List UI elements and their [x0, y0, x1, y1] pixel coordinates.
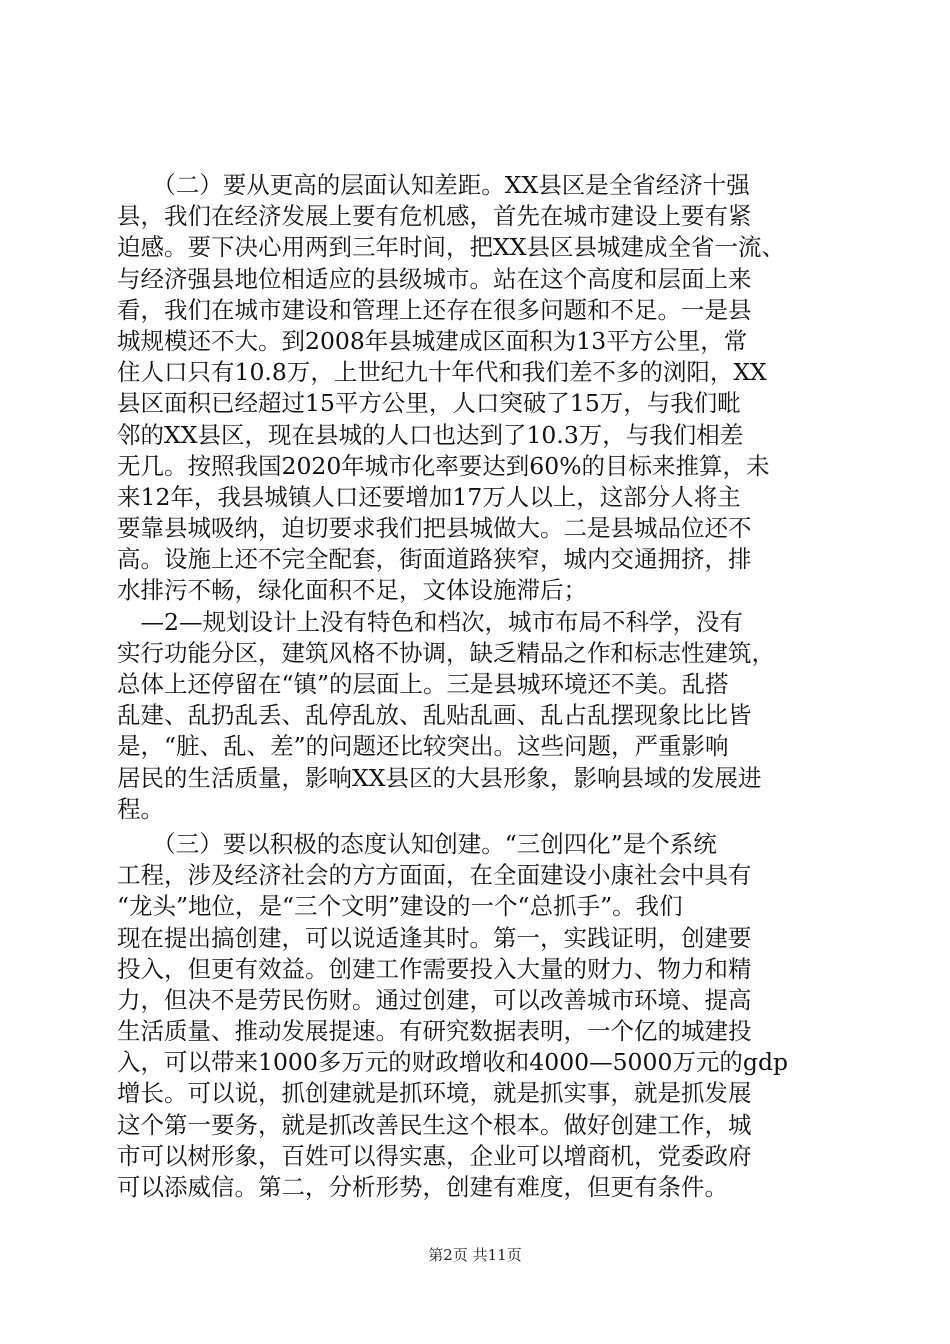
text-line: 要靠县城吸纳，迫切要求我们把县城做大。二是县城品位还不 — [117, 514, 752, 543]
text-line: 总体上还停留在“镇”的层面上。三是县城环境还不美。乱搭 — [117, 670, 729, 698]
text-line: 高。设施上还不完全配套，街面道路狭窄，城内交通拥挤，排 — [117, 545, 752, 574]
text-line: 邻的XX县区，现在县城的人口也达到了10.3万，与我们相差 — [117, 420, 744, 449]
text-line: 县，我们在经济发展上要有危机感，首先在城市建设上要有紧 — [117, 202, 752, 231]
text-line: 投入，但更有效益。创建工作需要投入大量的财力、物力和精 — [117, 954, 752, 983]
text-line: 实行功能分区，建筑风格不协调，缺乏精品之作和标志性建筑， — [117, 638, 775, 667]
text-line: 住人口只有10.8万，上世纪九十年代和我们差不多的浏阳，XX — [117, 358, 767, 387]
text-line: 居民的生活质量，影响XX县区的大县形象，影响县域的发展进 — [117, 763, 762, 792]
text-line: 工程，涉及经济社会的方方面面，在全面建设小康社会中具有 — [117, 861, 752, 890]
text-line: 程。 — [117, 794, 164, 823]
text-line: 可以添威信。第二，分析形势，创建有难度，但更有条件。 — [117, 1173, 728, 1201]
text-line: 看，我们在城市建设和管理上还存在很多问题和不足。一是县 — [117, 295, 752, 324]
text-line: 水排污不畅，绿化面积不足，文体设施滞后； — [117, 576, 587, 605]
text-line: 力，但决不是劳民伤财。通过创建，可以改善城市环境、提高 — [117, 985, 752, 1014]
text-line: 增长。可以说，抓创建就是抓环境，就是抓实事，就是抓发展 — [117, 1079, 752, 1108]
text-line: 生活质量、推动发展提速。有研究数据表明，一个亿的城建投 — [117, 1017, 752, 1046]
text-line: 来12年，我县城镇人口还要增加17万人以上，这部分人将主 — [117, 482, 741, 511]
text-line: 迫感。要下决心用两到三年时间，把XX县区县城建成全省一流、 — [117, 233, 785, 262]
text-line: 乱建、乱扔乱丢、乱停乱放、乱贴乱画、乱占乱摆现象比比皆 — [117, 701, 752, 730]
text-line: “龙头”地位，是“三个文明”建设的一个“总抓手”。我们 — [117, 892, 683, 921]
text-line: 市可以树形象，百姓可以得实惠，企业可以增商机，党委政府 — [117, 1141, 752, 1170]
text-line: 无几。按照我国2020年城市化率要达到60%的目标来推算，未 — [117, 451, 770, 480]
text-line: 是，“脏、乱、差”的问题还比较突出。这些问题，严重影响 — [117, 732, 729, 761]
text-line: 县区面积已经超过15平方公里，人口突破了15万，与我们毗 — [117, 389, 741, 418]
text-line: （三）要以积极的态度认知创建。“三创四化”是个系统 — [117, 829, 717, 858]
document-body — [117, 170, 847, 1203]
text-line: 现在提出搞创建，可以说适逢其时。第一，实践证明，创建要 — [117, 923, 752, 952]
text-line: 城规模还不大。到2008年县城建成区面积为13平方公里，常 — [117, 326, 748, 355]
text-line: 入，可以带来1000多万元的财政增收和4000—5000万元的gdp — [117, 1048, 789, 1077]
text-line: 与经济强县地位相适应的县级城市。站在这个高度和层面上来 — [117, 264, 752, 293]
text-line: （二）要从更高的层面认知差距。XX县区是全省经济十强 — [117, 171, 750, 199]
text-line: 这个第一要务，就是抓改善民生这个根本。做好创建工作，城 — [117, 1110, 752, 1139]
text-line: —2—规划设计上没有特色和档次，城市布局不科学，没有 — [117, 607, 743, 636]
page-number-footer: 第2页 共11页 — [428, 1246, 522, 1264]
